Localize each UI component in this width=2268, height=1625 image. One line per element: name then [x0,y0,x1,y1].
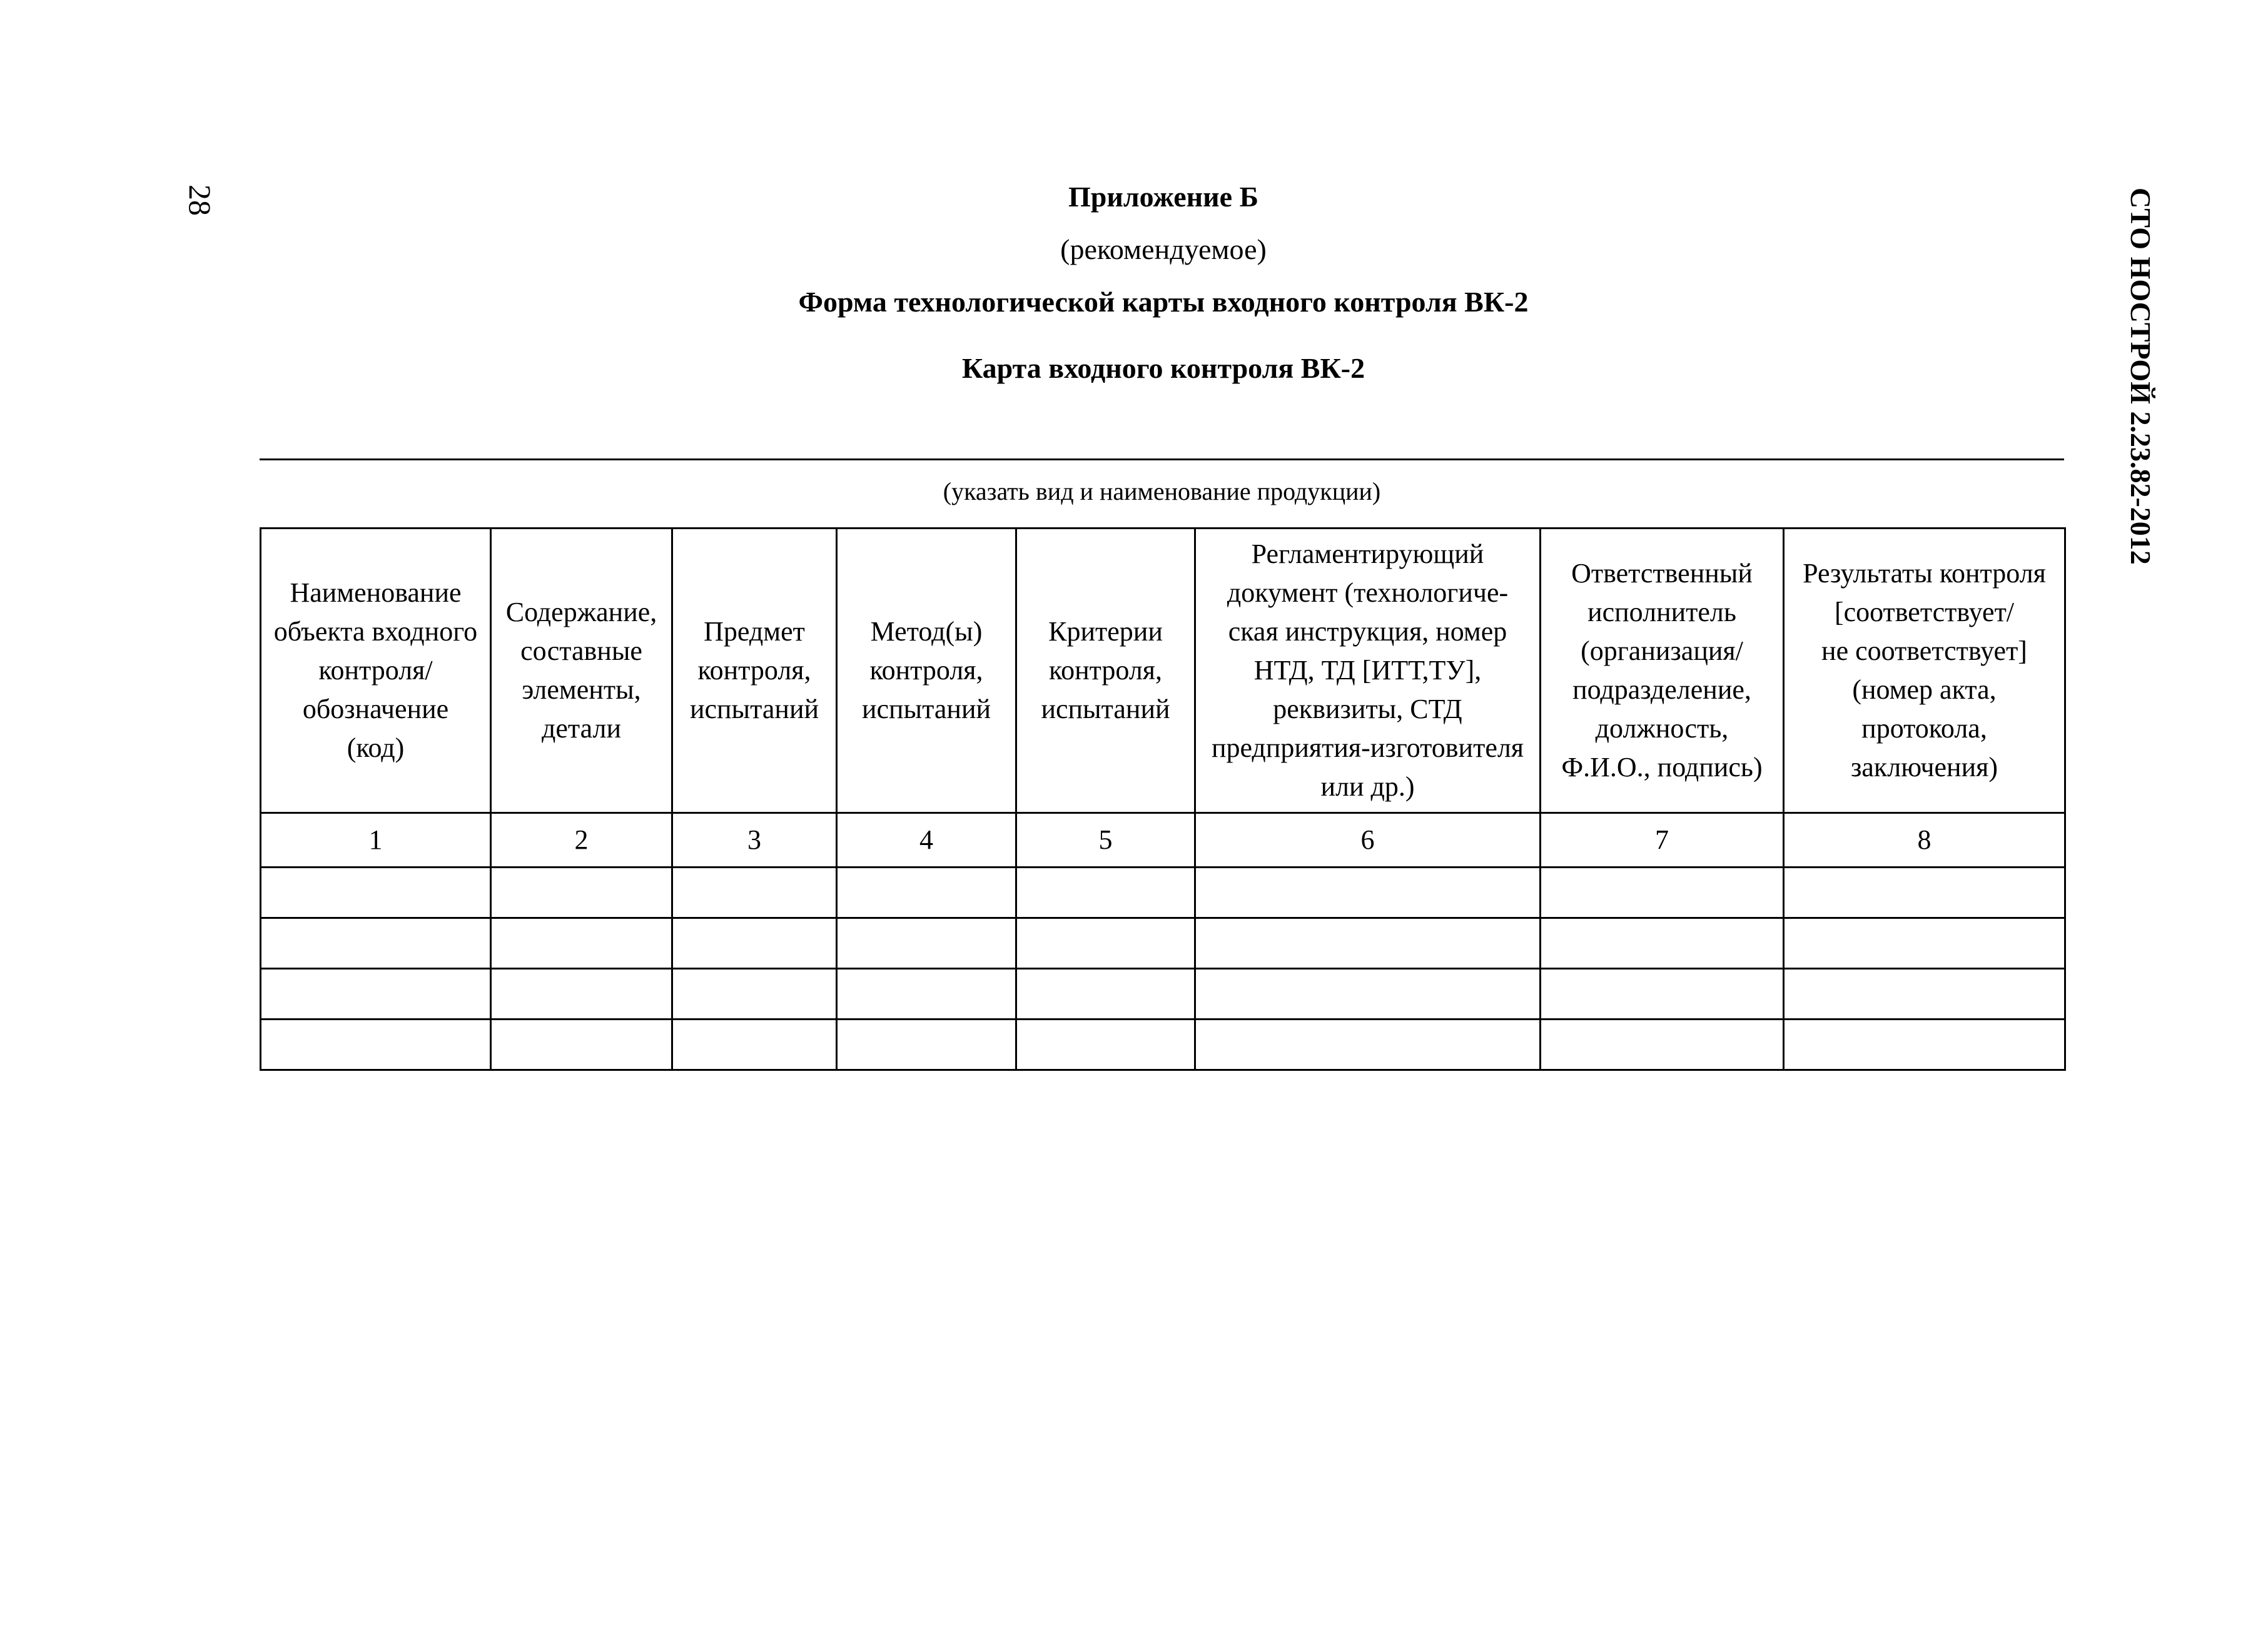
column-number-row [261,813,2065,868]
blank-cell [1195,969,1541,1020]
blank-cell [261,1020,491,1070]
header-content: Содержание, составные элементы, детали [491,529,672,813]
blank-cell [837,918,1016,969]
blank-cell [672,918,837,969]
blank-cell [1016,918,1195,969]
blank-cell [491,918,672,969]
header-regulatory-document: Регламентирующий документ (технологиче- ская инструкция, номер НТД, ТД [ИТТ,ТУ], реквизиты, СТД предприятия-изготовителя или др.) [1195,529,1541,813]
blank-cell [1784,918,2065,969]
blank-cell [1784,969,2065,1020]
table-header-row [261,529,2065,813]
header-object-name: Наименование объекта входного контроля/ обозначение (код) [261,529,491,813]
column-number: 8 [1784,813,2065,868]
blank-cell [261,868,491,918]
column-number: 4 [837,813,1016,868]
blank-cell [261,918,491,969]
blank-cell [1195,868,1541,918]
column-number: 2 [491,813,672,868]
blank-cell [1016,868,1195,918]
input-control-table [260,527,2066,1071]
header-method: Метод(ы) контроля, испытаний [837,529,1016,813]
product-caption: (указать вид и наименование продукции) [943,477,1381,505]
blank-cell [672,1020,837,1070]
blank-cell [1016,969,1195,1020]
column-number: 7 [1541,813,1784,868]
blank-cell [1195,918,1541,969]
column-number: 5 [1016,813,1195,868]
blank-table-row [261,868,2065,918]
header-responsible: Ответственный исполнитель (организация/ подразделение, должность, Ф.И.О., подпись) [1541,529,1784,813]
column-number: 1 [261,813,491,868]
blank-cell [837,969,1016,1020]
header-criteria: Критерии контроля, испытаний [1016,529,1195,813]
card-title: Карта входного контроля ВК-2 [961,352,1365,384]
blank-cell [1016,1020,1195,1070]
blank-cell [491,868,672,918]
blank-cell [261,969,491,1020]
blank-cell [1195,1020,1541,1070]
product-fill-line [260,458,2064,460]
blank-cell [1541,1020,1784,1070]
blank-cell [1541,969,1784,1020]
blank-table-row [261,1020,2065,1070]
blank-cell [491,969,672,1020]
blank-cell [1784,1020,2065,1070]
blank-cell [837,868,1016,918]
column-number: 3 [672,813,837,868]
blank-cell [1541,868,1784,918]
appendix-title: Приложение Б [1068,181,1259,213]
blank-cell [672,868,837,918]
blank-cell [837,1020,1016,1070]
blank-cell [491,1020,672,1070]
header-subject: Предмет контроля, испытаний [672,529,837,813]
standard-code: СТО НОСТРОЙ 2.23.82-2012 [2125,188,2157,565]
blank-table-row [261,969,2065,1020]
page-number: 28 [183,185,218,216]
appendix-status: (рекомендуемое) [1060,233,1267,265]
header-results: Результаты контроля [соответствует/ не соответствует] (номер акта, протокола, заключения) [1784,529,2065,813]
form-title: Форма технологической карты входного контроля ВК-2 [798,286,1529,318]
blank-table-row [261,918,2065,969]
blank-cell [672,969,837,1020]
blank-cell [1541,918,1784,969]
blank-cell [1784,868,2065,918]
column-number: 6 [1195,813,1541,868]
